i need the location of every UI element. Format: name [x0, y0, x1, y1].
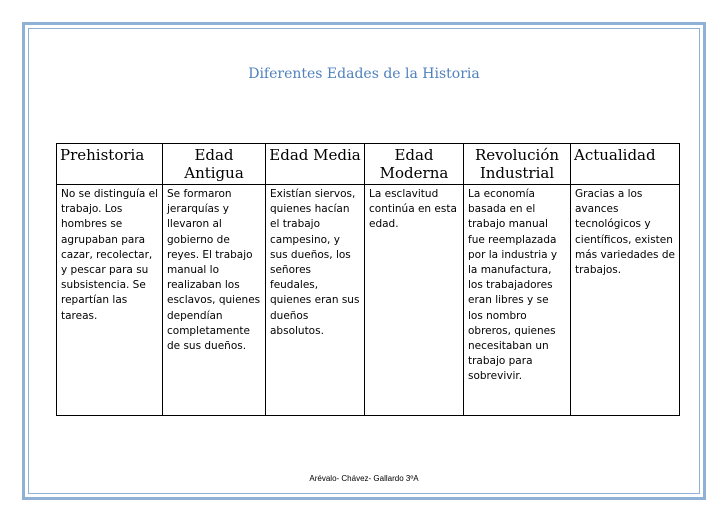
header-prehistoria: Prehistoria — [57, 144, 163, 185]
header-edad-moderna: Edad Moderna — [365, 144, 464, 185]
footer-authors: Arévalo- Chávez- Gallardo 3ºA — [309, 474, 419, 483]
cell-revolucion-industrial: La economía basada en el trabajo manual fue reemplazada por la industria y la manufactura, los trabajadores eran libres y se los nombro obreros, quienes necesitaban un trabajo para sobrevivir. — [464, 185, 571, 416]
cell-edad-moderna: La esclavitud continúa en esta edad. — [365, 185, 464, 416]
cell-edad-antigua: Se formaron jerarquías y llevaron al gobierno de reyes. El trabajo manual lo realizaban los esclavos, quienes dependían completamente de sus dueños. — [163, 185, 266, 416]
document-title: Diferentes Edades de la Historia — [248, 66, 480, 82]
header-row — [57, 144, 680, 185]
header-actualidad: Actualidad — [571, 144, 680, 185]
cell-prehistoria: No se distinguía el trabajo. Los hombres se agrupaban para cazar, recolectar, y pescar para su subsistencia. Se repartían las tareas. — [57, 185, 163, 416]
header-edad-antigua: Edad Antigua — [163, 144, 266, 185]
cell-actualidad: Gracias a los avances tecnológicos y científicos, existen más variedades de trabajos. — [571, 185, 680, 416]
cell-edad-media: Existían siervos, quienes hacían el trabajo campesino, y sus dueños, los señores feudales, quienes eran sus dueños absolutos. — [266, 185, 365, 416]
history-table — [56, 143, 680, 416]
header-revolucion-industrial: Revolución Industrial — [464, 144, 571, 185]
content-row — [57, 185, 680, 416]
header-edad-media: Edad Media — [266, 144, 365, 185]
